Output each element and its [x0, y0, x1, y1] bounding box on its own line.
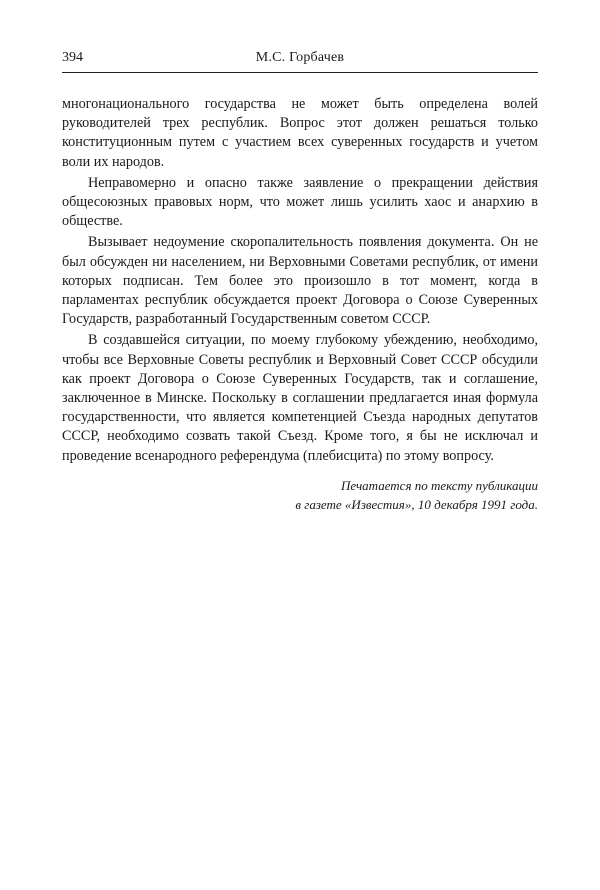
body-text — [62, 95, 538, 466]
source-note-line: в газете «Известия», 10 декабря 1991 года. — [295, 497, 538, 512]
page-number: 394 — [62, 50, 83, 65]
paragraph: Неправомерно и опасно также заявление о прекращении действия общесоюзных правовых норм, что может лишь усилить хаос и анархию в обществе. — [62, 174, 538, 230]
paragraph: Вызывает недоумение скоропалительность появления документа. Он не был обсужден ни населением, ни Верховными Советами республик, от имени которых подписан. Тем более это произошло в тот момент, когда в парламентах республик обсуждается проект Договора о Союзе Суверенных Государств, разработанный Государственным советом СССР. — [62, 234, 538, 328]
source-note — [62, 476, 538, 514]
paragraph: В создавшейся ситуации, по моему глубокому убеждению, необходимо, чтобы все Верховные Советы республик и Верховный Совет СССР обсудили как проект Договора о Союзе Суверенных Государств, так и соглашение, заключенное в Минске. Поскольку в соглашении предлагается иная формула государственности, что является компетенцией Съезда народных депутатов СССР, необходимо созвать такой Съезд. Кроме того, я бы не исключал и проведение всенародного референдума (плебисцита) по этому вопросу. — [62, 332, 538, 464]
paragraph-continuation: многонационального государства не может быть определена волей руководителей трех республик. Вопрос этот должен решаться только конституционным путем с участием всех суверенных государств и учетом воли их народов. — [62, 96, 538, 170]
source-note-line: Печатается по тексту публикации — [340, 478, 538, 493]
running-title: М.С. Горбачев — [255, 50, 345, 65]
page-header — [62, 48, 538, 73]
